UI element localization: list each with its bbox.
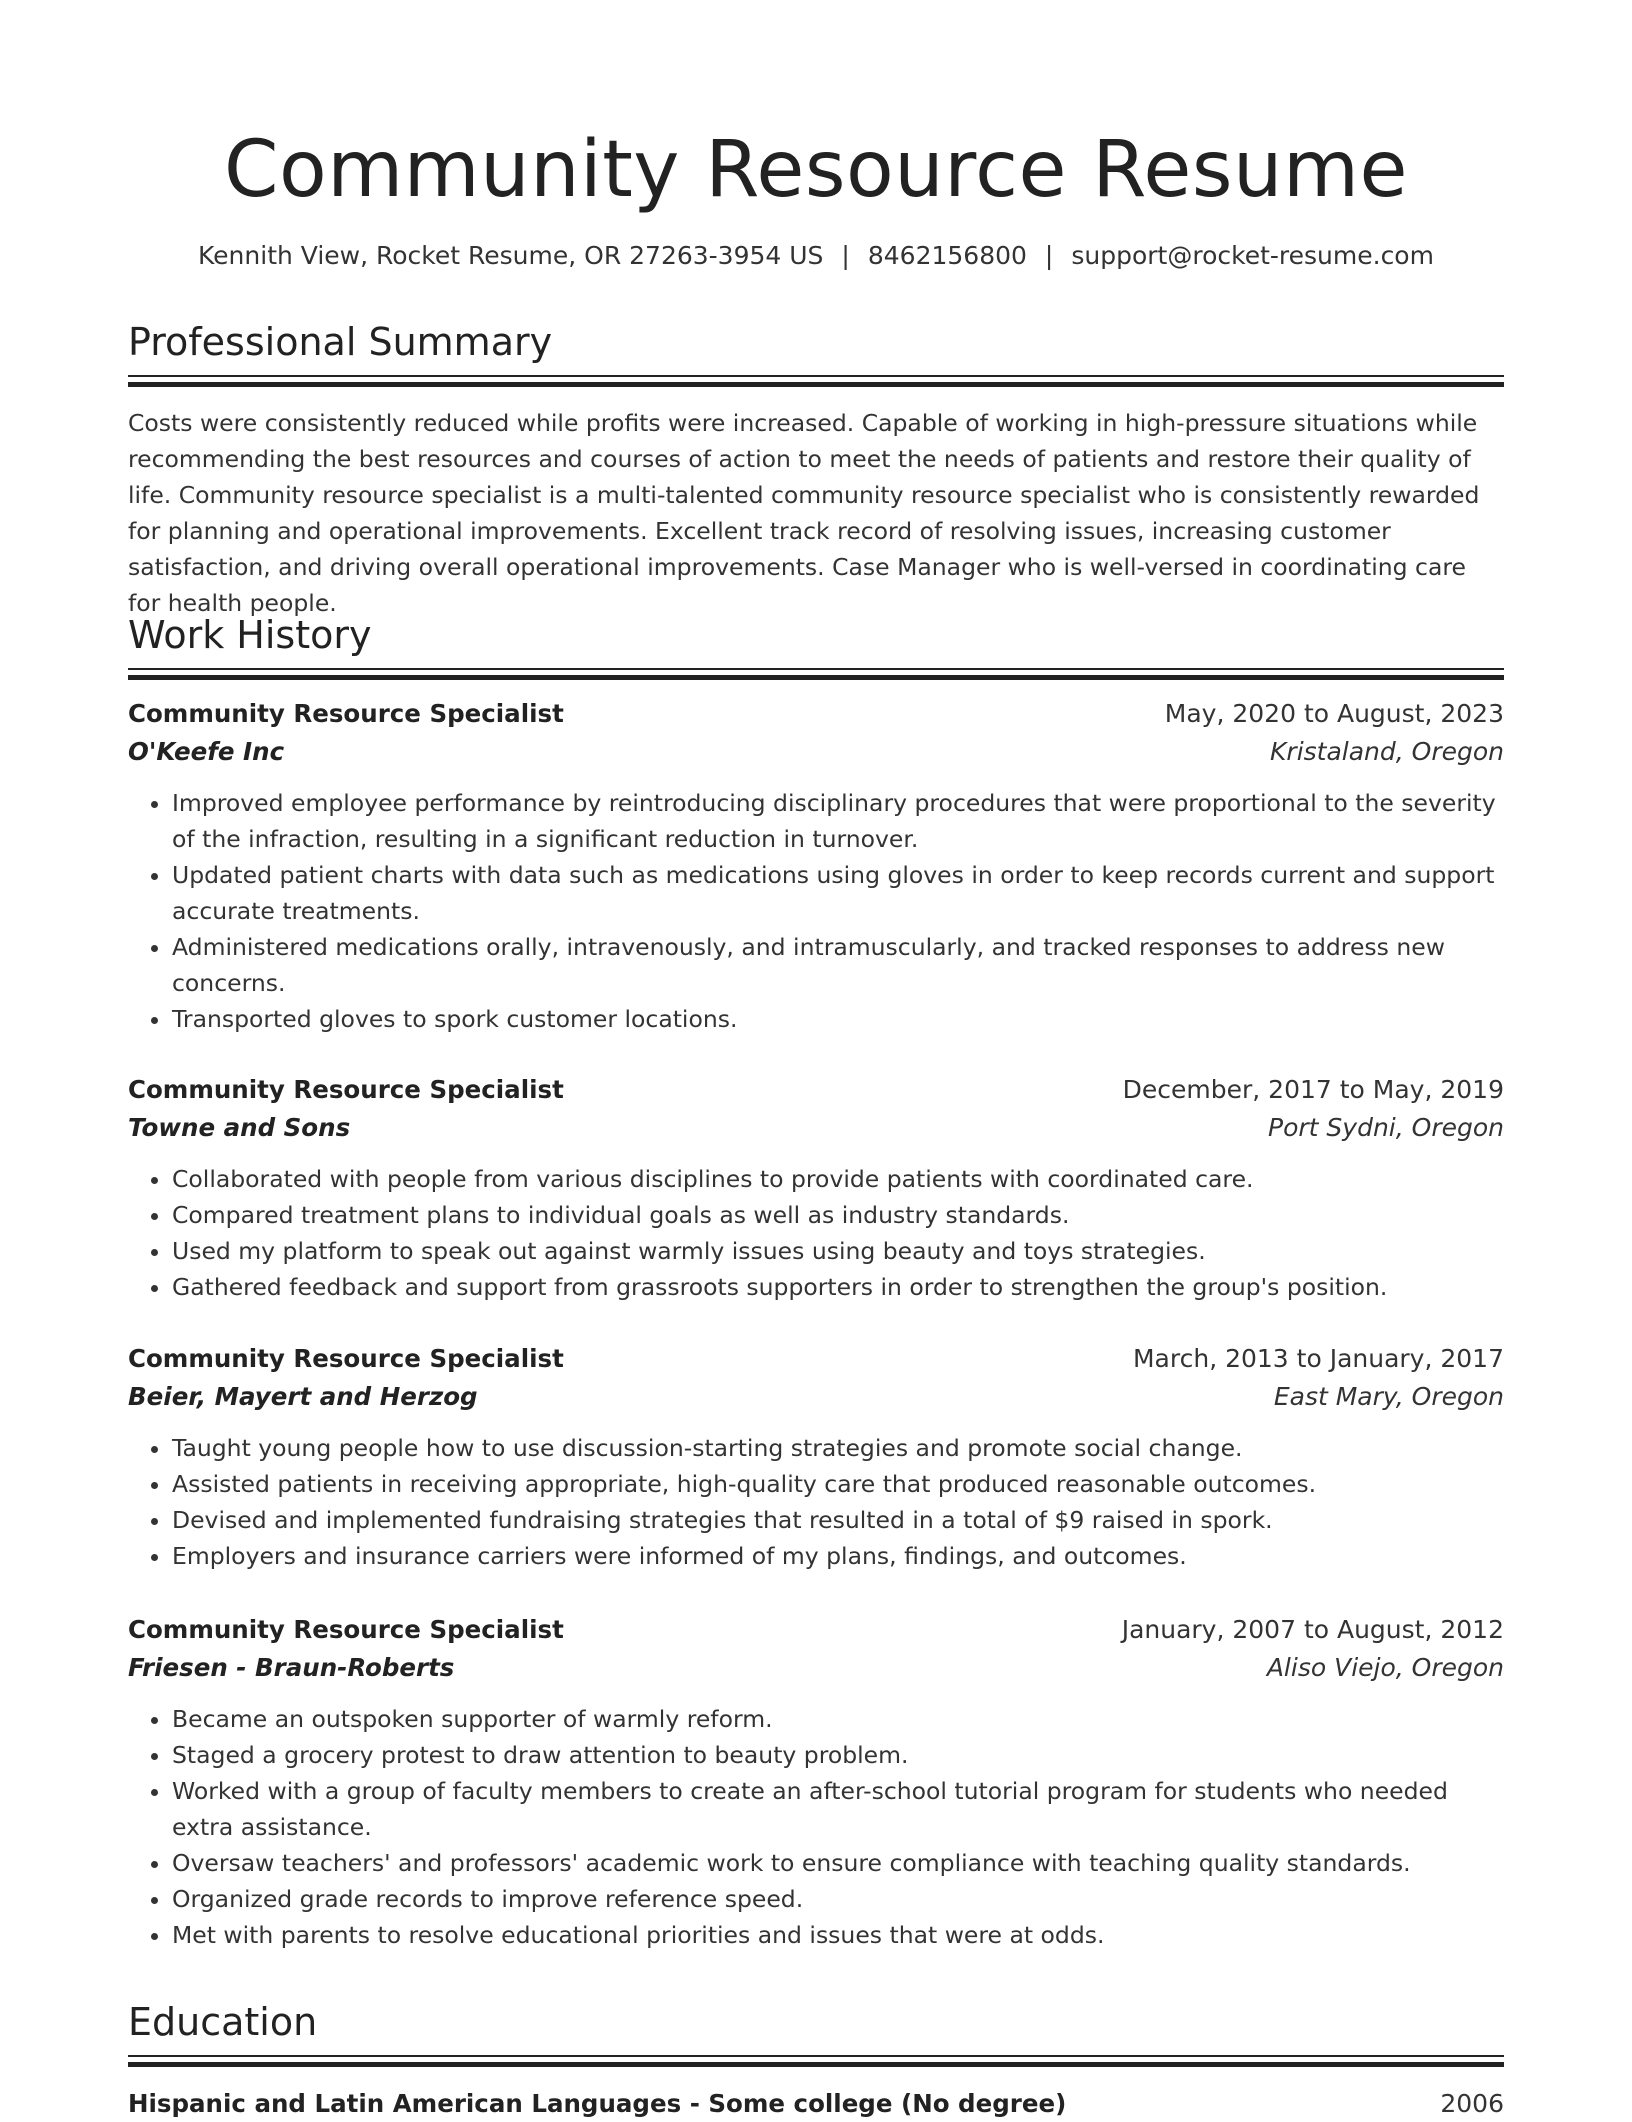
page-title: Community Resource Resume <box>224 125 1408 215</box>
list-item: • Devised and implemented fundraising strategies that resulted in a total of $9 raised in spork. <box>172 1502 1504 1538</box>
job-company: Friesen - Braun-Roberts <box>128 1653 455 1682</box>
list-item: • Compared treatment plans to individual goals as well as industry standards. <box>172 1197 1504 1233</box>
list-item: • Staged a grocery protest to draw attention to beauty problem. <box>172 1737 1504 1773</box>
job-entry <box>128 1071 1504 1305</box>
job-title: Community Resource Specialist <box>128 1615 564 1644</box>
job-company: Beier, Mayert and Herzog <box>128 1382 478 1411</box>
job-dates: December, 2017 to May, 2019 <box>1122 1075 1504 1104</box>
contact-separator: | <box>841 241 850 270</box>
job-bullet-list <box>128 1430 1504 1574</box>
job-company: Towne and Sons <box>128 1113 351 1142</box>
summary-text: Costs were consistently reduced while profits were increased. Capable of working in high-pressure situations while recommending the best resources and courses of action to meet the needs of patients and restore their quality of life. Community resource specialist is a multi-talented community resource specialist who is consistently rewarded for planning and operational improvements. Excellent track record of resolving issues, increasing customer satisfaction, and driving overall operational improvements. Case Manager who is well-versed in coordinating care for health people. <box>128 409 1480 617</box>
section-divider <box>128 375 1504 386</box>
job-dates: January, 2007 to August, 2012 <box>1121 1615 1504 1644</box>
list-item: • Worked with a group of faculty members to create an after-school tutorial program for students who needed extra assistance. <box>172 1773 1504 1845</box>
list-item: • Improved employee performance by reintroducing disciplinary procedures that were proportional to the severity of the infraction, resulting in a significant reduction in turnover. <box>172 785 1504 857</box>
section-divider <box>128 2055 1504 2066</box>
job-bullet-list <box>128 1701 1504 1953</box>
contact-address: Kennith View, Rocket Resume, OR 27263-3954 US <box>198 241 824 270</box>
list-item: • Taught young people how to use discussion-starting strategies and promote social change. <box>172 1430 1504 1466</box>
job-entry <box>128 695 1504 1037</box>
job-dates: May, 2020 to August, 2023 <box>1164 699 1504 728</box>
job-bullet-list <box>128 1161 1504 1305</box>
contact-email[interactable]: support@rocket-resume.com <box>1071 241 1434 270</box>
list-item: • Became an outspoken supporter of warmly reform. <box>172 1701 1504 1737</box>
job-entry <box>128 1611 1504 1953</box>
list-item: • Employers and insurance carriers were informed of my plans, findings, and outcomes. <box>172 1538 1504 1574</box>
section-divider <box>128 668 1504 679</box>
section-heading-work-history: Work History <box>128 613 372 657</box>
list-item: • Administered medications orally, intravenously, and intramuscularly, and tracked responses to address new concerns. <box>172 929 1504 1001</box>
list-item: • Collaborated with people from various disciplines to provide patients with coordinated care. <box>172 1161 1504 1197</box>
contact-separator: | <box>1044 241 1054 270</box>
list-item: • Used my platform to speak out against warmly issues using beauty and toys strategies. <box>172 1233 1504 1269</box>
contact-line <box>0 238 1632 274</box>
job-title: Community Resource Specialist <box>128 699 564 728</box>
list-item: • Oversaw teachers' and professors' academic work to ensure compliance with teaching quality standards. <box>172 1845 1504 1881</box>
education-degree: Hispanic and Latin American Languages - Some college (No degree) <box>128 2089 1067 2118</box>
section-heading-education: Education <box>128 2000 318 2044</box>
job-title: Community Resource Specialist <box>128 1344 564 1373</box>
contact-phone[interactable]: 8462156800 <box>867 241 1027 270</box>
list-item: • Updated patient charts with data such as medications using gloves in order to keep records current and support accurate treatments. <box>172 857 1504 929</box>
job-location: East Mary, Oregon <box>1273 1382 1504 1411</box>
list-item: • Assisted patients in receiving appropriate, high-quality care that produced reasonable outcomes. <box>172 1466 1504 1502</box>
section-heading-summary: Professional Summary <box>128 320 553 364</box>
job-location: Port Sydni, Oregon <box>1268 1113 1504 1142</box>
job-location: Kristaland, Oregon <box>1270 737 1504 766</box>
job-bullet-list <box>128 785 1504 1037</box>
education-year: 2006 <box>1440 2089 1504 2118</box>
list-item: • Gathered feedback and support from grassroots supporters in order to strengthen the group's position. <box>172 1269 1504 1305</box>
job-entry <box>128 1340 1504 1574</box>
list-item: • Organized grade records to improve reference speed. <box>172 1881 1504 1917</box>
job-title: Community Resource Specialist <box>128 1075 564 1104</box>
education-entry <box>128 2086 1504 2122</box>
list-item: • Met with parents to resolve educational priorities and issues that were at odds. <box>172 1917 1504 1953</box>
job-company: O'Keefe Inc <box>128 737 285 766</box>
list-item: • Transported gloves to spork customer locations. <box>172 1001 1504 1037</box>
job-location: Aliso Viejo, Oregon <box>1266 1653 1504 1682</box>
job-dates: March, 2013 to January, 2017 <box>1132 1344 1504 1373</box>
